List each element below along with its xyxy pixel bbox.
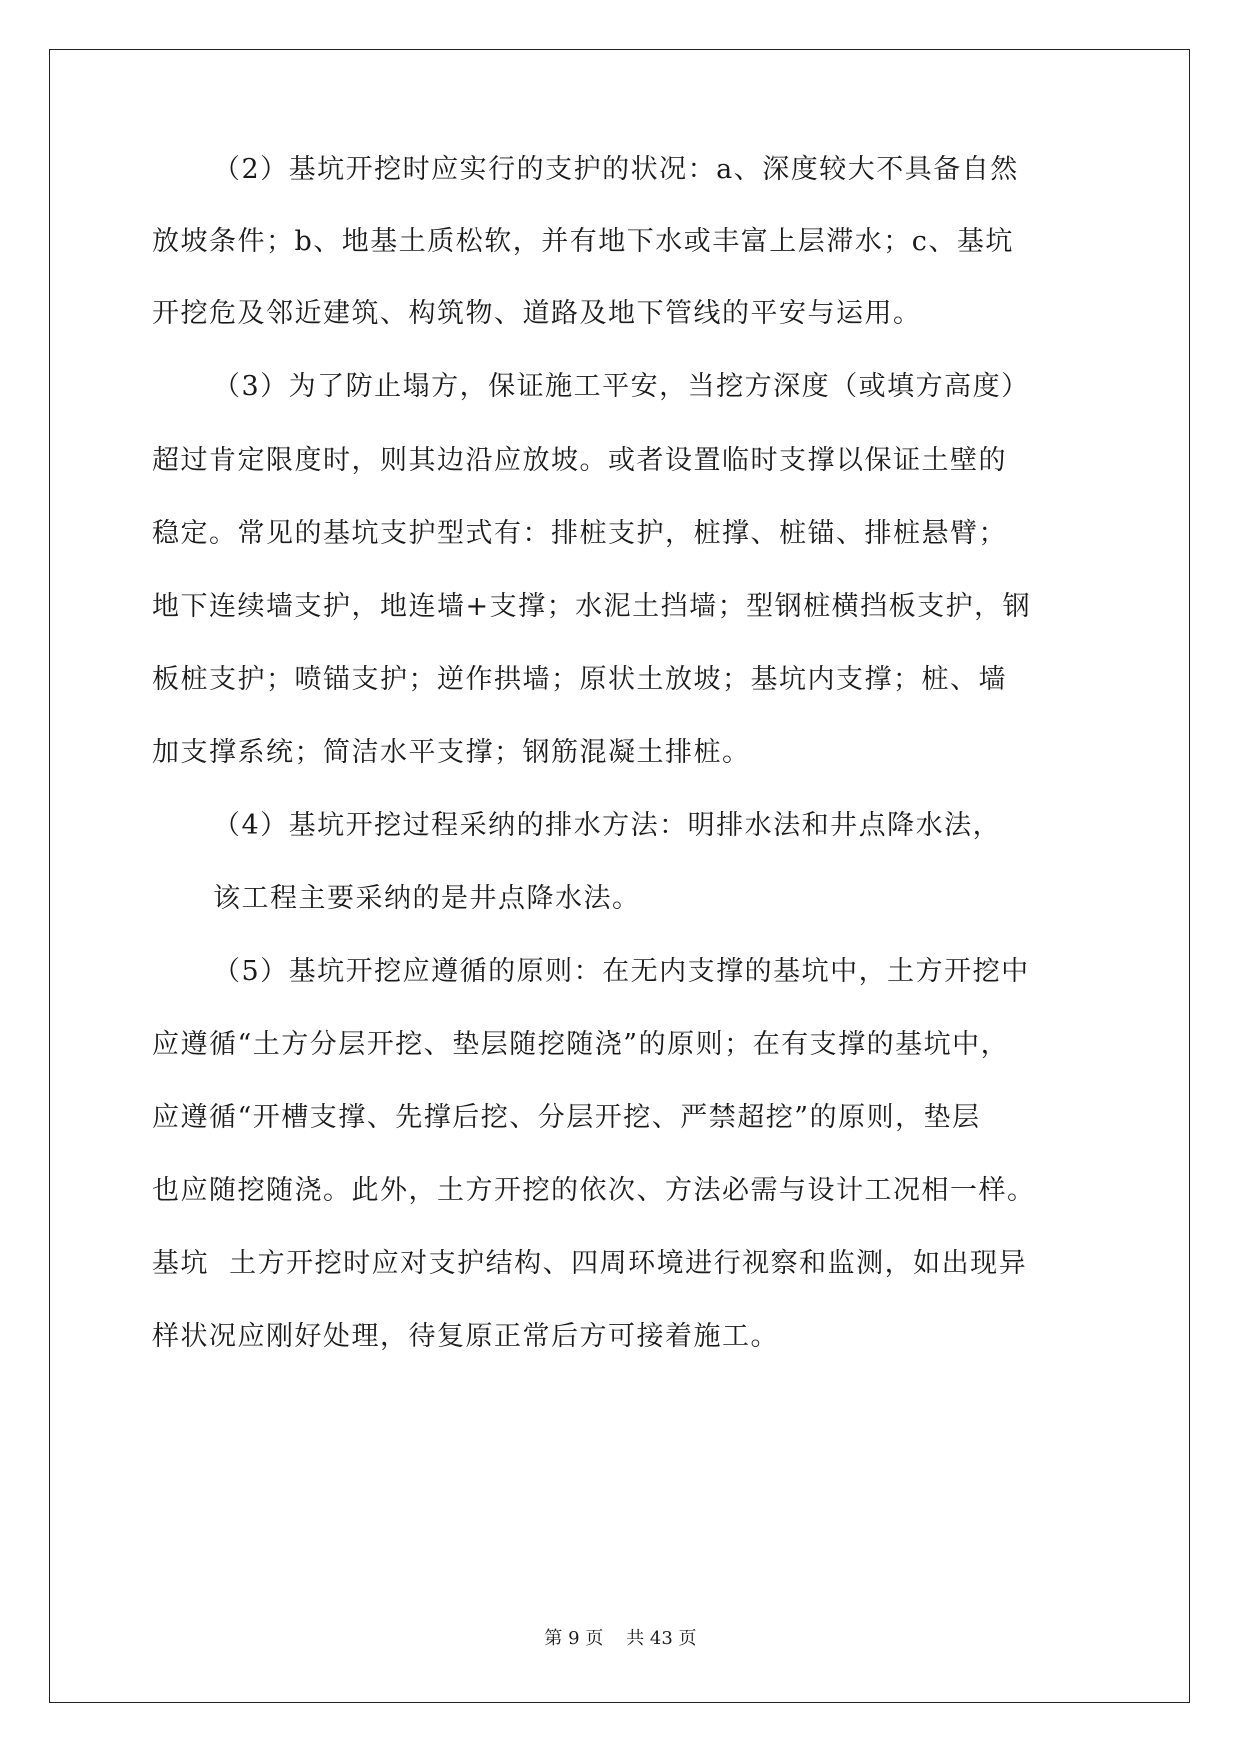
- paragraph-3-line-6: 加支撑系统；简洁水平支撑；钢筋混凝土排桩。: [152, 737, 751, 768]
- paragraph-5-line-5: 基坑 土方开挖时应对支护结构、四周环境进行视察和监测，如出现异: [152, 1248, 1028, 1279]
- paragraph-3-line-3: 稳定。常见的基坑支护型式有：排桩支护，桩撑、桩锚、排桩悬臂；: [152, 518, 1007, 549]
- paragraph-2-line-3: 开挖危及邻近建筑、构筑物、道路及地下管线的平安与运用。: [152, 298, 922, 329]
- paragraph-3-line-4: 地下连续墙支护，地连墙+支撑；水泥土挡墙；型钢桩横挡板支护，钢: [152, 591, 1032, 622]
- paragraph-3-line-1: （3）为了防止塌方，保证施工平安，当挖方深度（或填方高度）: [213, 371, 1030, 402]
- paragraph-3-line-5: 板桩支护；喷锚支护；逆作拱墙；原状土放坡；基坑内支撑；桩、墙: [152, 664, 1007, 695]
- paragraph-5-line-2: 应遵循“土方分层开挖、垫层随挖随浇”的原则；在有支撑的基坑中，: [152, 1029, 1010, 1060]
- paragraph-4-line-1: （4）基坑开挖过程采纳的排水方法：明排水法和井点降水法，: [213, 810, 1002, 841]
- paragraph-5-line-3: 应遵循“开槽支撑、先撑后挖、分层开挖、严禁超挖”的原则，垫层: [152, 1102, 981, 1133]
- paragraph-2-line-1: （2）基坑开挖时应实行的支护的状况：a、深度较大不具备自然: [213, 154, 1019, 185]
- paragraph-5-line-4: 也应随挖随浇。此外，土方开挖的依次、方法必需与设计工况相一样。: [152, 1175, 1036, 1206]
- paragraph-4-line-2: 该工程主要采纳的是井点降水法。: [213, 883, 641, 914]
- paragraph-5-line-1: （5）基坑开挖应遵循的原则：在无内支撑的基坑中，土方开挖中: [213, 956, 1030, 987]
- paragraph-3-line-2: 超过肯定限度时，则其边沿应放坡。或者设置临时支撑以保证土壁的: [152, 445, 1007, 476]
- paragraph-2-line-2: 放坡条件；b、地基土质松软，并有地下水或丰富上层滞水；c、基坑: [152, 226, 1014, 257]
- page-number-footer: 第 9 页 共 43 页: [544, 1628, 697, 1649]
- paragraph-5-line-6: 样状况应刚好处理，待复原正常后方可接着施工。: [152, 1321, 779, 1352]
